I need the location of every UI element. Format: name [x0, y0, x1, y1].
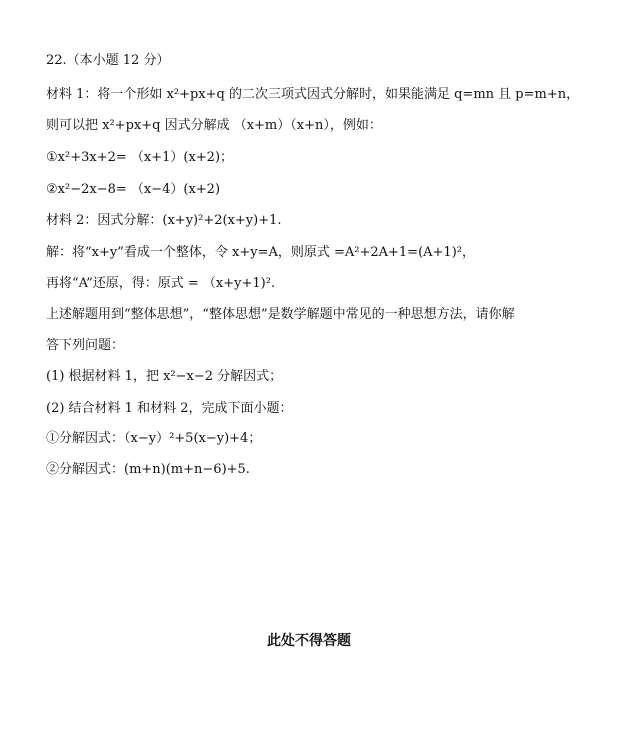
solution-line-2: 再将“A”还原，得：原式 = （x+y+1)². [46, 276, 276, 291]
question-2: (2) 结合材料 1 和材料 2，完成下面小题： [46, 401, 293, 416]
material-2: 材料 2：因式分解：(x+y)²+2(x+y)+1. [46, 213, 282, 228]
question-2-part-b: ②分解因式：(m+n)(m+n−6)+5. [46, 462, 250, 477]
solution-line-1: 解：将“x+y”看成一个整体，令 x+y=A，则原式 =A²+2A+1=(A+1)²， [46, 245, 475, 260]
material-1-continuation: 则可以把 x²+px+q 因式分解成 （x+m）（x+n），例如： [46, 118, 382, 133]
no-answer-notice: 此处不得答题 [267, 633, 351, 649]
material-1-intro: 材料 1：将一个形如 x²+px+q 的二次三项式因式分解时，如果能满足 q=mn 且 p=m+n， [46, 87, 580, 102]
problem-header: 22.（本小题 12 分） [46, 53, 170, 68]
question-1: (1) 根据材料 1，把 x²−x−2 分解因式； [46, 369, 283, 384]
question-2-part-a: ①分解因式：（x−y）²+5(x−y)+4； [46, 431, 262, 446]
summary-line-2: 答下列问题： [46, 338, 125, 353]
example-2: ②x²−2x−8= （x−4）(x+2) [46, 182, 221, 197]
example-1: ①x²+3x+2= （x+1）(x+2)； [46, 150, 234, 165]
summary-line-1: 上述解题用到“整体思想”，“整体思想”是数学解题中常见的一种思想方法，请你解 [46, 307, 515, 322]
